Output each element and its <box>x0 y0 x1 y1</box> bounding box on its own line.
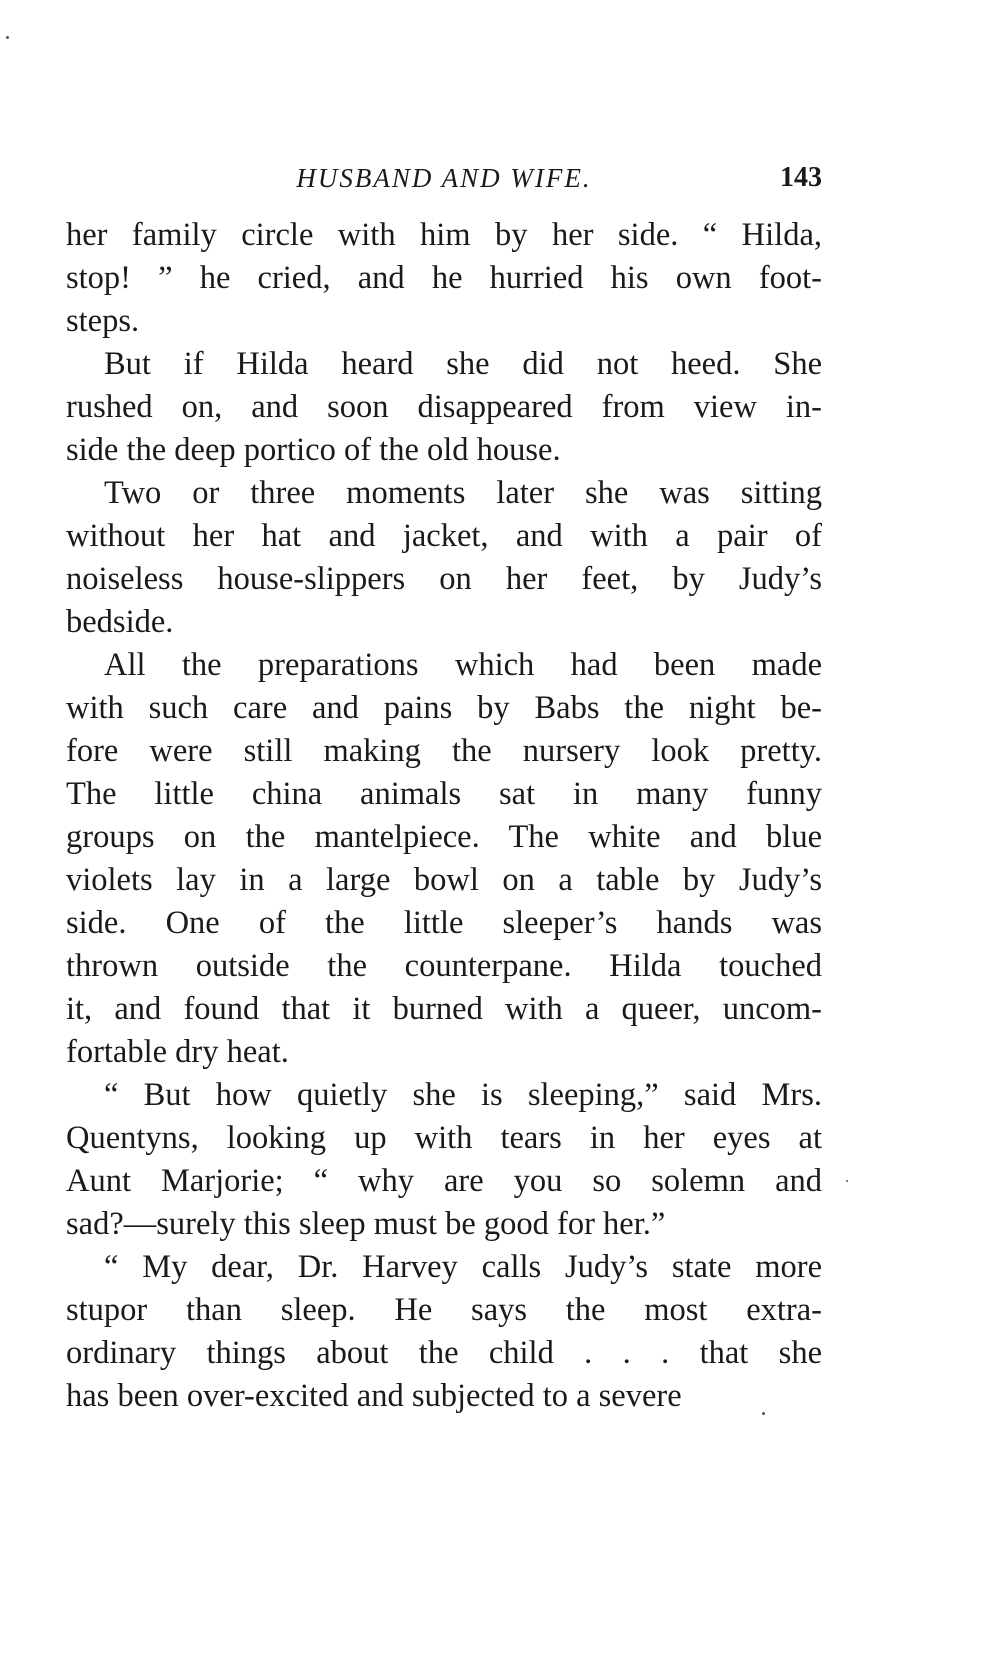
text-line: her family circle with him by her side. “ Hilda, <box>66 217 822 253</box>
text-line: “ But how quietly she is sleeping,” said Mrs. <box>104 1077 822 1113</box>
text-line: The little china animals sat in many funny <box>66 776 822 812</box>
text-line: But if Hilda heard she did not heed. She <box>104 346 822 382</box>
text-line: stupor than sleep. He says the most extra- <box>66 1292 822 1328</box>
scan-speck <box>762 1412 765 1415</box>
text-line: noiseless house-slippers on her feet, by Judy’s <box>66 561 822 597</box>
scan-speck <box>846 1180 848 1182</box>
page-number: 143 <box>780 162 822 193</box>
paragraph <box>66 214 822 343</box>
text-line: side. One of the little sleeper’s hands was <box>66 905 822 941</box>
text-line: rushed on, and soon disappeared from view in- <box>66 389 822 425</box>
text-line: it, and found that it burned with a queer, uncom- <box>66 991 822 1027</box>
text-line: with such care and pains by Babs the night be- <box>66 690 822 726</box>
text-line: “ My dear, Dr. Harvey calls Judy’s state more <box>104 1249 822 1285</box>
text-line: has been over-excited and subjected to a severe <box>66 1378 682 1414</box>
text-line: Aunt Marjorie; “ why are you so solemn and <box>66 1163 822 1199</box>
text-line: groups on the mantelpiece. The white and blue <box>66 819 822 855</box>
text-line: Quentyns, looking up with tears in her eyes at <box>66 1120 822 1156</box>
text-line: Two or three moments later she was sitting <box>104 475 822 511</box>
scan-speck <box>6 36 9 39</box>
text-line: stop! ” he cried, and he hurried his own foot- <box>66 260 822 296</box>
paragraph <box>66 1074 822 1246</box>
paragraph <box>66 472 822 644</box>
paragraph <box>66 343 822 472</box>
text-line: fortable dry heat. <box>66 1034 289 1070</box>
paragraph <box>66 644 822 1074</box>
text-line: thrown outside the counterpane. Hilda touched <box>66 948 822 984</box>
body-text <box>66 214 822 1418</box>
text-line: sad?—surely this sleep must be good for her.” <box>66 1206 666 1242</box>
text-line: violets lay in a large bowl on a table by Judy’s <box>66 862 822 898</box>
running-title: HUSBAND AND WIFE. <box>296 163 592 193</box>
text-line: without her hat and jacket, and with a pair of <box>66 518 822 554</box>
text-line: bedside. <box>66 604 174 640</box>
text-line: side the deep portico of the old house. <box>66 432 561 468</box>
paragraph <box>66 1246 822 1418</box>
running-head <box>66 158 822 198</box>
text-line: fore were still making the nursery look pretty. <box>66 733 822 769</box>
text-line: All the preparations which had been made <box>104 647 822 683</box>
text-line: steps. <box>66 303 140 339</box>
text-line: ordinary things about the child . . . that she <box>66 1335 822 1371</box>
